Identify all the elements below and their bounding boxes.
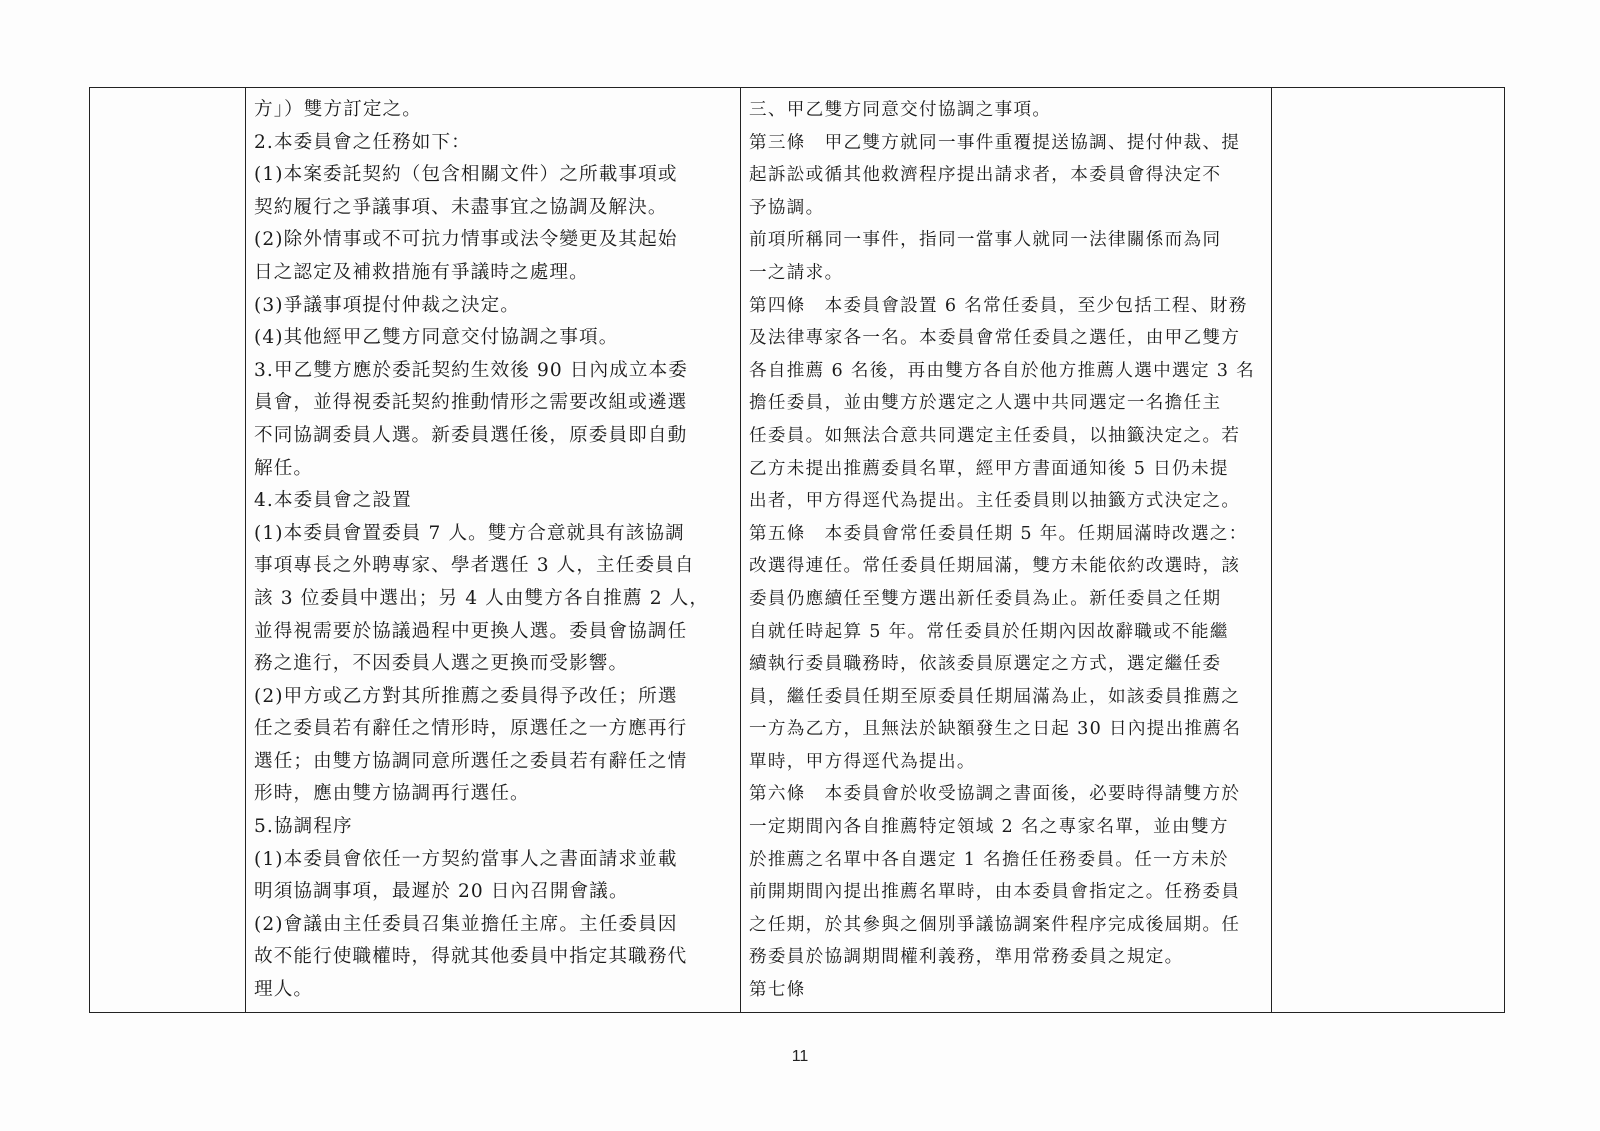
text-line: 選任；由雙方協調同意所選任之委員若有辭任之情 bbox=[254, 750, 688, 772]
page-number: 11 bbox=[791, 1048, 809, 1065]
text-line: 務委員於協調期間權利義務，準用常務委員之規定。 bbox=[749, 947, 1184, 968]
text-line: 於推薦之名單中各自選定 1 名擔任任務委員。任一方未於 bbox=[749, 849, 1229, 870]
text-line: 契約履行之爭議事項、未盡事宜之協調及解決。 bbox=[254, 196, 668, 218]
text-line: 該 3 位委員中選出；另 4 人由雙方各自推薦 2 人， bbox=[254, 587, 710, 609]
text-line: 5.協調程序 bbox=[254, 816, 353, 838]
text-line: 並得視需要於協議過程中更換人選。委員會協調任 bbox=[254, 620, 688, 642]
text-line: 之任期，於其參與之個別爭議協調案件程序完成後屆期。任 bbox=[749, 914, 1241, 935]
text-line: 及法律專家各一名。本委員會常任委員之選任，由甲乙雙方 bbox=[749, 328, 1241, 349]
text-line: 員會，並得視委託契約推動情形之需要改組或遴選 bbox=[254, 392, 688, 414]
text-line: 第四條 本委員會設置 6 名常任委員，至少包括工程、財務 bbox=[749, 295, 1248, 316]
text-line: 自就任時起算 5 年。常任委員於任期內因故辭職或不能繼 bbox=[749, 621, 1229, 642]
text-line: 乙方未提出推薦委員名單，經甲方書面通知後 5 日仍未提 bbox=[749, 458, 1229, 479]
text-line: 解任。 bbox=[254, 457, 314, 479]
text-line: 方」）雙方訂定之。 bbox=[254, 99, 422, 120]
text-line: 任之委員若有辭任之情形時，原選任之一方應再行 bbox=[254, 718, 688, 740]
text-line: 前開期間內提出推薦名單時，由本委員會指定之。任務委員 bbox=[749, 882, 1241, 903]
text-line: 三、甲乙雙方同意交付協調之事項。 bbox=[749, 100, 1052, 120]
text-line: 第六條 本委員會於收受協調之書面後，必要時得請雙方於 bbox=[749, 784, 1241, 805]
comparison-table bbox=[89, 87, 1505, 1013]
text-line: 單時，甲方得逕代為提出。 bbox=[749, 751, 976, 772]
text-line: (2)除外情事或不可抗力情事或法令變更及其起始 bbox=[254, 229, 678, 251]
text-line: 前項所稱同一事件，指同一當事人就同一法律關係而為同 bbox=[749, 230, 1222, 251]
table-row bbox=[90, 88, 1505, 1013]
text-line: 一定期間內各自推薦特定領域 2 名之專家名單，並由雙方 bbox=[749, 817, 1229, 838]
text-line: 4.本委員會之設置 bbox=[254, 490, 412, 512]
text-line: 理人。 bbox=[254, 979, 314, 1001]
text-line: 出者，甲方得逕代為提出。主任委員則以抽籤方式決定之。 bbox=[749, 491, 1241, 512]
col2-text bbox=[246, 88, 740, 1007]
text-line: 各自推薦 6 名後，再由雙方各自於他方推薦人選中選定 3 名 bbox=[749, 360, 1256, 381]
text-line: 3.甲乙雙方應於委託契約生效後 90 日內成立本委 bbox=[254, 359, 689, 381]
text-line: 不同協調委員人選。新委員選任後，原委員即自動 bbox=[254, 424, 688, 446]
text-line: 日之認定及補救措施有爭議時之處理。 bbox=[254, 261, 589, 283]
text-line: 一方為乙方，且無法於缺額發生之日起 30 日內提出推薦名 bbox=[749, 719, 1242, 740]
text-line: (2)會議由主任委員召集並擔任主席。主任委員因 bbox=[254, 913, 678, 935]
text-line: 委員仍應續任至雙方選出新任委員為止。新任委員之任期 bbox=[749, 588, 1222, 609]
text-line: 務之進行，不因委員人選之更換而受影響。 bbox=[254, 653, 629, 675]
text-line: 形時，應由雙方協調再行選任。 bbox=[254, 783, 530, 805]
text-line: 續執行委員職務時，依該委員原選定之方式，選定繼任委 bbox=[749, 654, 1222, 675]
text-line: (1)本委員會依任一方契約當事人之書面請求並載 bbox=[254, 848, 678, 870]
text-line: 事項專長之外聘專家、學者選任 3 人，主任委員自 bbox=[254, 555, 695, 577]
col3-text bbox=[741, 88, 1271, 1007]
table-cell-col3 bbox=[741, 88, 1272, 1013]
text-line: 第五條 本委員會常任委員任期 5 年。任期屆滿時改選之： bbox=[749, 523, 1248, 544]
table-cell-col4 bbox=[1272, 88, 1505, 1013]
text-line: 第七條 bbox=[749, 980, 806, 1001]
table-cell-col2 bbox=[246, 88, 741, 1013]
text-line: 故不能行使職權時，得就其他委員中指定其職務代 bbox=[254, 946, 688, 968]
text-line: 明須協調事項，最遲於 20 日內召開會議。 bbox=[254, 881, 629, 903]
text-line: 改選得連任。常任委員任期屆滿，雙方未能依約改選時，該 bbox=[749, 556, 1241, 577]
text-line: 2.本委員會之任務如下： bbox=[254, 131, 471, 153]
text-line: 第三條 甲乙雙方就同一事件重覆提送協調、提付仲裁、提 bbox=[749, 132, 1241, 153]
table-cell-col1 bbox=[90, 88, 246, 1013]
text-line: 員，繼任委員任期至原委員任期屆滿為止，如該委員推薦之 bbox=[749, 686, 1241, 707]
text-line: (1)本委員會置委員 7 人。雙方合意就具有該協調 bbox=[254, 522, 685, 544]
text-line: 一之請求。 bbox=[749, 262, 844, 283]
text-line: 起訴訟或循其他救濟程序提出請求者，本委員會得決定不 bbox=[749, 165, 1222, 186]
text-line: 擔任委員，並由雙方於選定之人選中共同選定一名擔任主 bbox=[749, 393, 1222, 414]
text-line: (4)其他經甲乙雙方同意交付協調之事項。 bbox=[254, 327, 619, 349]
text-line: (1)本案委託契約（包含相關文件）之所載事項或 bbox=[254, 164, 678, 186]
text-line: (2)甲方或乙方對其所推薦之委員得予改任；所選 bbox=[254, 685, 678, 707]
text-line: (3)爭議事項提付仲裁之決定。 bbox=[254, 294, 520, 316]
text-line: 任委員。如無法合意共同選定主任委員，以抽籤決定之。若 bbox=[749, 425, 1241, 446]
text-line: 予協調。 bbox=[749, 197, 825, 218]
